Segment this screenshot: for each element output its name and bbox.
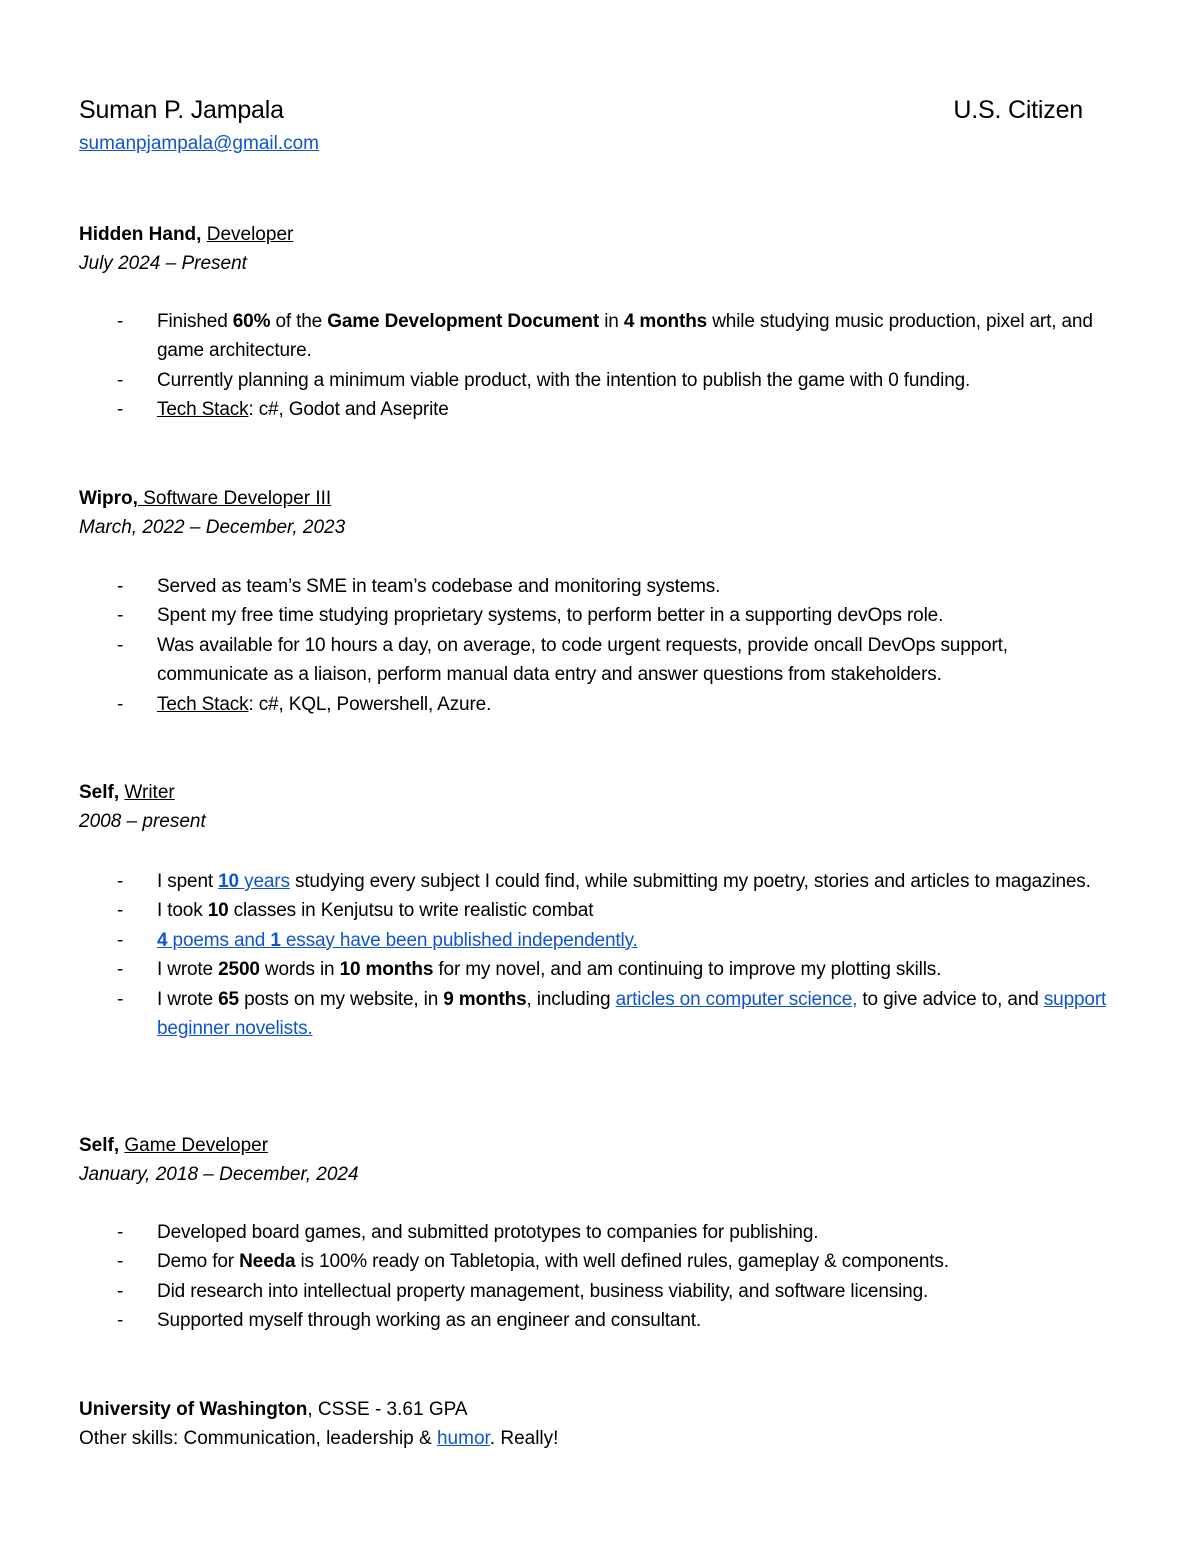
candidate-name: Suman P. Jampala bbox=[79, 96, 284, 124]
underlined-label: Tech Stack bbox=[157, 693, 249, 715]
bullet-dash: - bbox=[117, 1251, 124, 1273]
bullet-dash: - bbox=[117, 311, 124, 332]
bullet-text: Developed board games, and submitted prototypes to companies for publishing. bbox=[157, 1222, 819, 1243]
job-title-line bbox=[79, 778, 1109, 807]
bullet-item bbox=[79, 955, 1109, 984]
education-line bbox=[79, 1395, 1109, 1424]
job-title-line bbox=[79, 1131, 1109, 1160]
job-org: Self, bbox=[79, 1135, 120, 1156]
job-role: Game Developer bbox=[124, 1135, 269, 1156]
citizenship-status: U.S. Citizen bbox=[953, 96, 1083, 124]
job-org: Hidden Hand, bbox=[79, 224, 202, 245]
bullet-text: I spent bbox=[157, 871, 219, 892]
bullet-text: is 100% ready on Tabletopia, with well defined rules, gameplay & components. bbox=[295, 1251, 949, 1273]
bullet-text: : c#, KQL, Powershell, Azure. bbox=[248, 693, 492, 715]
job-self-writer bbox=[79, 778, 1109, 1043]
bullet-item bbox=[79, 307, 1109, 366]
inline-link[interactable]: 10 bbox=[218, 871, 239, 892]
job-dates: 2008 – present bbox=[79, 811, 206, 832]
email-link[interactable]: sumanpjampala@gmail.com bbox=[79, 133, 319, 154]
job-bullets bbox=[79, 1218, 1109, 1336]
job-self-game-developer bbox=[79, 1131, 1109, 1336]
bullet-text: Finished bbox=[157, 311, 233, 332]
bullet-item bbox=[79, 896, 1109, 925]
bullet-item bbox=[79, 1277, 1109, 1306]
bullet-item bbox=[79, 1218, 1109, 1247]
bullet-text: Did research into intellectual property management, business viability, and software licensing. bbox=[157, 1280, 929, 1302]
bullet-item bbox=[79, 601, 1109, 630]
inline-link[interactable]: essay have been published independently. bbox=[280, 929, 638, 951]
bullet-item bbox=[79, 867, 1109, 896]
bullet-item bbox=[79, 395, 1109, 424]
bullet-text: to give advice to, and bbox=[857, 988, 1044, 1010]
bullet-dash: - bbox=[117, 900, 124, 922]
bullet-text: 10 months bbox=[339, 959, 434, 981]
bullet-dash: - bbox=[117, 871, 124, 892]
job-role: Software Developer III bbox=[137, 488, 332, 509]
bullet-text: 10 bbox=[207, 900, 229, 922]
inline-link[interactable]: 1 bbox=[270, 929, 281, 951]
job-org: Wipro, bbox=[79, 488, 138, 509]
humor-link[interactable]: humor bbox=[436, 1428, 490, 1450]
job-role: Writer bbox=[124, 782, 175, 803]
job-title-line bbox=[79, 220, 1109, 249]
skills-prefix: Other skills: Communication, leadership & bbox=[79, 1428, 437, 1450]
education-section bbox=[79, 1395, 1109, 1454]
bullet-text: Currently planning a minimum viable product, with the intention to publish the game with 0 funding. bbox=[157, 369, 971, 391]
bullet-text: words in bbox=[259, 959, 340, 981]
job-role: Developer bbox=[206, 224, 294, 245]
underlined-label: Tech Stack bbox=[157, 399, 249, 421]
job-title-line bbox=[79, 484, 1109, 513]
bullet-text: Needa bbox=[239, 1251, 296, 1273]
job-dates: July 2024 – Present bbox=[79, 253, 247, 274]
bullet-dash: - bbox=[117, 693, 124, 715]
bullet-text: I wrote bbox=[157, 988, 219, 1010]
bullet-item bbox=[79, 631, 1109, 690]
bullet-text: while studying music production, pixel art, and game architecture. bbox=[157, 311, 1093, 362]
bullet-item bbox=[79, 1247, 1109, 1276]
bullet-text: Was available for 10 hours a day, on average, to code urgent requests, provide oncall DevOps support, communicate as a liaison, perform manual data entry and answer questions from stakeholders. bbox=[157, 634, 1008, 686]
bullet-dash: - bbox=[117, 634, 124, 656]
bullet-dash: - bbox=[117, 399, 124, 421]
bullet-text: for my novel, and am continuing to improve my plotting skills. bbox=[433, 959, 942, 981]
job-wipro bbox=[79, 484, 1109, 719]
job-org: Self, bbox=[79, 782, 120, 803]
bullet-text: 65 bbox=[218, 988, 239, 1010]
skills-line bbox=[79, 1424, 1109, 1453]
bullet-item bbox=[79, 985, 1109, 1044]
job-hidden-hand bbox=[79, 220, 1109, 425]
bullet-text: 60% bbox=[232, 311, 271, 332]
bullet-text: I took bbox=[157, 900, 208, 922]
bullet-dash: - bbox=[117, 1280, 124, 1302]
job-bullets bbox=[79, 307, 1109, 425]
bullet-item bbox=[79, 366, 1109, 395]
bullet-dash: - bbox=[117, 1310, 124, 1332]
bullet-item bbox=[79, 572, 1109, 601]
bullet-dash: - bbox=[117, 576, 124, 597]
job-bullets bbox=[79, 572, 1109, 719]
job-dates: January, 2018 – December, 2024 bbox=[79, 1164, 359, 1185]
bullet-dash: - bbox=[117, 1222, 124, 1243]
bullet-text: studying every subject I could find, while submitting my poetry, stories and articles to magazines. bbox=[289, 871, 1091, 892]
bullet-text: , including bbox=[526, 988, 616, 1010]
bullet-text: Served as team’s SME in team’s codebase and monitoring systems. bbox=[157, 576, 721, 597]
bullet-text: of the bbox=[270, 311, 328, 332]
school-name: University of Washington bbox=[79, 1399, 308, 1420]
bullet-text: Spent my free time studying proprietary systems, to perform better in a supporting devOps role. bbox=[157, 605, 944, 627]
bullet-dash: - bbox=[117, 369, 124, 391]
bullet-dash: - bbox=[117, 959, 124, 981]
inline-link[interactable]: 4 bbox=[157, 929, 168, 951]
inline-link[interactable]: support beginner novelists. bbox=[157, 988, 1107, 1040]
bullet-dash: - bbox=[117, 929, 124, 951]
job-dates: March, 2022 – December, 2023 bbox=[79, 517, 346, 538]
bullet-text: 4 months bbox=[623, 311, 708, 332]
bullet-text: 9 months bbox=[443, 988, 527, 1010]
bullet-text: Supported myself through working as an engineer and consultant. bbox=[157, 1310, 702, 1332]
bullet-item bbox=[79, 1306, 1109, 1335]
bullet-text: Demo for bbox=[157, 1251, 240, 1273]
bullet-text: 2500 bbox=[218, 959, 260, 981]
inline-link[interactable]: years bbox=[238, 871, 290, 892]
bullet-dash: - bbox=[117, 605, 124, 627]
bullet-item bbox=[79, 926, 1109, 955]
bullet-dash: - bbox=[117, 988, 124, 1010]
degree-gpa: , CSSE - 3.61 GPA bbox=[307, 1399, 468, 1420]
job-bullets bbox=[79, 867, 1109, 1043]
skills-suffix: . Really! bbox=[489, 1428, 559, 1450]
bullet-text: I wrote bbox=[157, 959, 219, 981]
inline-link[interactable]: articles on computer science, bbox=[615, 988, 858, 1010]
bullet-text: in bbox=[599, 311, 624, 332]
bullet-text: : c#, Godot and Aseprite bbox=[248, 399, 449, 421]
inline-link[interactable]: poems and bbox=[167, 929, 271, 951]
bullet-item bbox=[79, 690, 1109, 719]
bullet-text: classes in Kenjutsu to write realistic combat bbox=[228, 900, 594, 922]
bullet-text: Game Development Document bbox=[327, 311, 600, 332]
bullet-text: posts on my website, in bbox=[238, 988, 444, 1010]
